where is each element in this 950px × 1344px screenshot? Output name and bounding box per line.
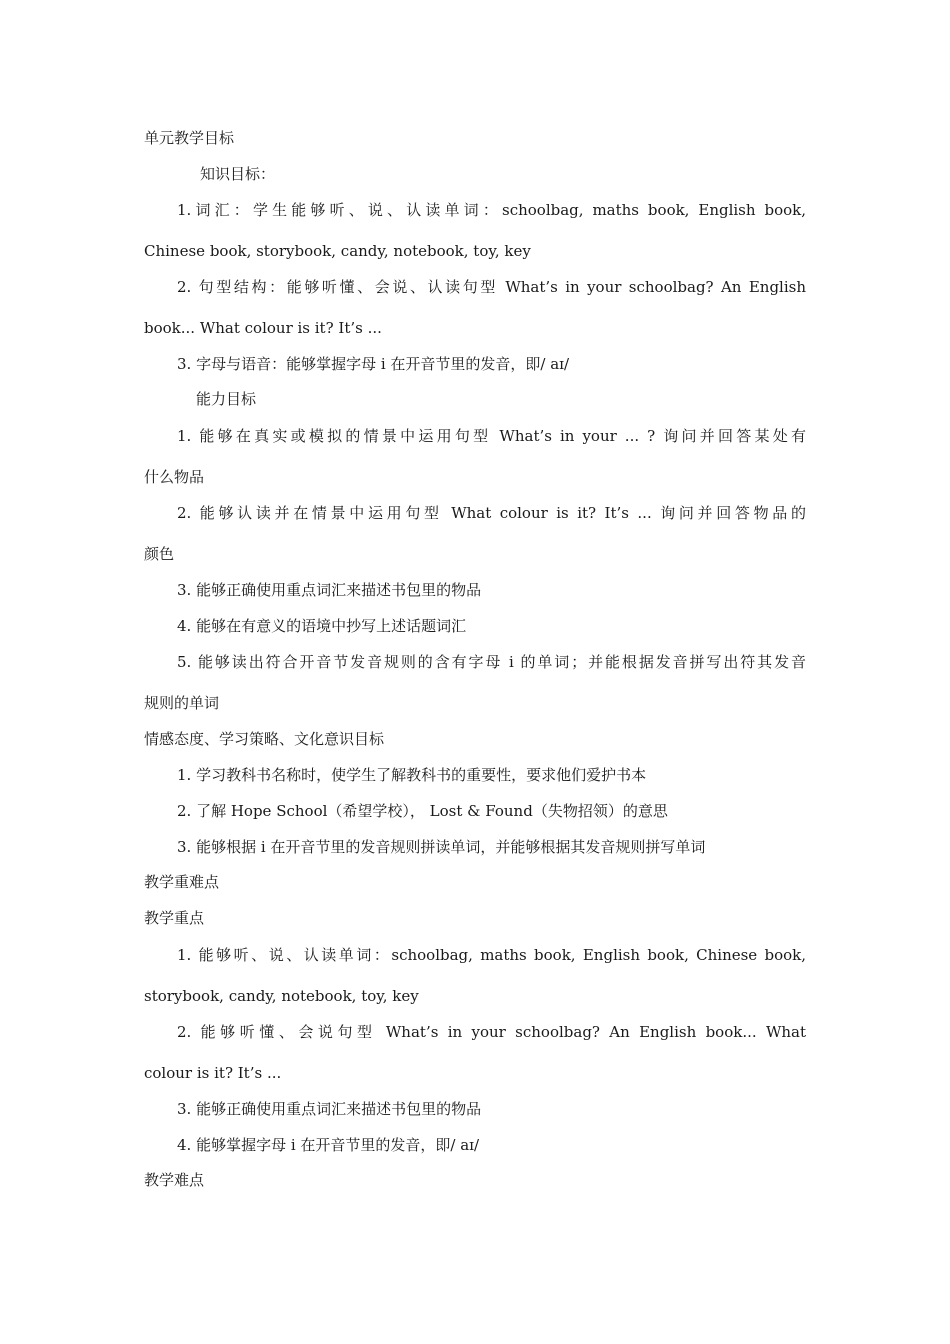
ability-item-4: 4. 能够在有意义的语境中抄写上述话题词汇 [177,617,467,635]
knowledge-item-1-line-1: 1.词汇：学生能够听、说、认读单词：schoolbag, maths book, English book, [177,201,806,219]
knowledge-item-1-line-2: Chinese book, storybook, candy, notebook, toy, key [144,242,531,260]
key-difficult-heading: 教学重难点 [144,873,220,891]
affective-item-1: 1. 学习教科书名称时，使学生了解教科书的重要性，要求他们爱护书本 [177,766,647,784]
ability-item-5-line-2: 规则的单词 [144,694,220,712]
knowledge-item-2-line-2: book... What colour is it? It’s ... [144,319,382,337]
ability-item-2-line-2: 颜色 [144,545,175,563]
affective-heading: 情感态度、学习策略、文化意识目标 [144,730,385,748]
knowledge-heading: 知识目标： [200,165,276,183]
affective-item-3: 3. 能够根据 i 在开音节里的发音规则拼读单词，并能够根据其发音规则拼写单词 [177,838,706,856]
ability-item-2-line-1: 2. 能够认读并在情景中运用句型 What colour is it? It’s ... 询问并回答物品的 [177,504,806,522]
knowledge-item-2-line-1: 2. 句型结构：能够听懂、会说、认读句型 What’s in your schoolbag? An English [177,278,806,296]
key-point-1-line-2: storybook, candy, notebook, toy, key [144,987,419,1005]
key-point-2-line-1: 2. 能够听懂、会说句型 What’s in your schoolbag? An English book... What [177,1023,806,1041]
key-point-2-line-2: colour is it? It’s ... [144,1064,282,1082]
key-point-3: 3. 能够正确使用重点词汇来描述书包里的物品 [177,1100,482,1118]
ability-item-1-line-1: 1. 能够在真实或模拟的情景中运用句型 What’s in your ... ? 询问并回答某处有 [177,427,806,445]
key-points-heading: 教学重点 [144,909,205,927]
unit-objectives-heading: 单元教学目标 [144,129,235,147]
affective-item-2: 2. 了解 Hope School（希望学校）， Lost & Found（失物招领）的意思 [177,802,668,820]
ability-heading: 能力目标 [196,390,257,408]
knowledge-item-3: 3. 字母与语音：能够掌握字母 i 在开音节里的发音，即/ aɪ/ [177,355,570,373]
difficult-points-heading: 教学难点 [144,1171,205,1189]
key-point-4: 4. 能够掌握字母 i 在开音节里的发音，即/ aɪ/ [177,1136,480,1154]
ability-item-3: 3. 能够正确使用重点词汇来描述书包里的物品 [177,581,482,599]
key-point-1-line-1: 1. 能够听、说、认读单词：schoolbag, maths book, English book, Chinese book, [177,946,806,964]
ability-item-5-line-1: 5. 能够读出符合开音节发音规则的含有字母 i 的单词；并能根据发音拼写出符其发音 [177,653,806,671]
ability-item-1-line-2: 什么物品 [144,468,205,486]
